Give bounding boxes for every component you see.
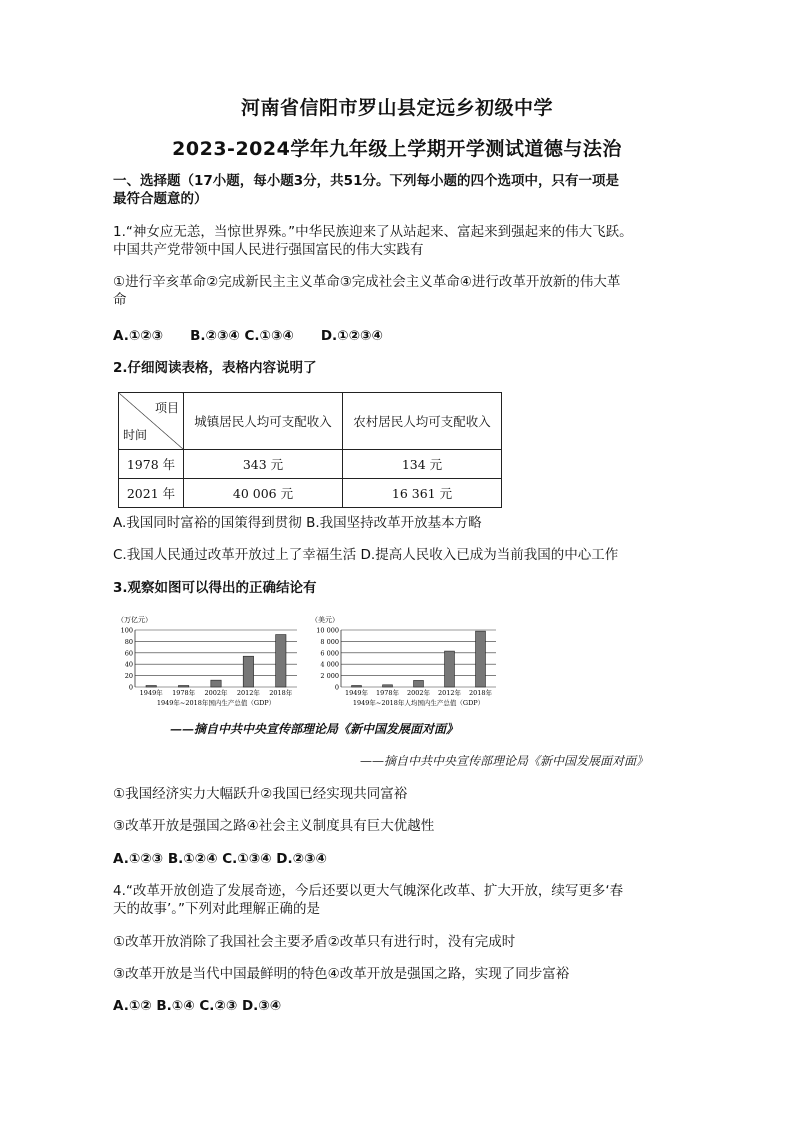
q3-items-line2: ③改革开放是强国之路④社会主义制度具有巨大优越性 (113, 818, 435, 834)
y-axis-unit-label: （美元） (311, 616, 339, 624)
school-title: 河南省信阳市罗山县定远乡初级中学 (240, 97, 553, 119)
table-row (119, 450, 502, 479)
x-tick-label: 2002年 (204, 689, 228, 697)
chart-source-caption-inner: ——摘自中共中央宣传部理论局《新中国发展面对面》 (170, 722, 459, 736)
row-rural: 134 元 (343, 450, 502, 479)
row-urban: 343 元 (184, 450, 343, 479)
x-tick-label: 1949年 (139, 689, 163, 697)
q1-options: A.①②③ B.②③④ C.①③④ D.①②③④ (113, 328, 383, 344)
q3-stem: 3.观察如图可以得出的正确结论有 (113, 580, 317, 596)
section-heading-line1: 一、选择题（17小题，每小题3分，共51分。下列每小题的四个选项中，只有一项是 (113, 173, 619, 189)
row-urban: 40 006 元 (184, 479, 343, 508)
table-header-urban: 城镇居民人均可支配收入 (184, 393, 343, 450)
gdp-per-capita-chart (307, 612, 502, 712)
y-axis-unit-label: （万亿元） (117, 616, 152, 624)
y-tick-label: 0 (128, 683, 133, 692)
row-year: 2021 年 (119, 479, 184, 508)
row-rural: 16 361 元 (343, 479, 502, 508)
q4-options: A.①② B.①④ C.②③ D.③④ (113, 998, 282, 1014)
y-tick-label: 4 000 (320, 660, 339, 669)
q2-options-cd: C.我国人民通过改革开放过上了幸福生活 D.提高人民收入已成为当前我国的中心工作 (113, 547, 619, 563)
table-header-rural: 农村居民人均可支配收入 (343, 393, 502, 450)
q4-stem-line1: 4.“改革开放创造了发展奇迹，今后还要以更大气魄深化改革、扩大开放，续写更多‘春 (113, 883, 624, 899)
row-year: 1978 年 (119, 450, 184, 479)
q4-stem-line2: 天的故事’。”下列对此理解正确的是 (113, 901, 321, 917)
bar (414, 680, 424, 687)
y-tick-label: 2 000 (320, 672, 339, 681)
x-tick-label: 2012年 (437, 689, 462, 697)
bar (243, 656, 253, 687)
y-tick-label: 80 (124, 637, 133, 646)
y-tick-label: 60 (124, 649, 133, 658)
x-tick-label: 2018年 (269, 689, 293, 697)
q1-items-line2: 命 (113, 292, 127, 308)
x-tick-label: 2002年 (406, 689, 431, 697)
bar (146, 686, 156, 688)
gdp-total-chart (113, 612, 303, 712)
bar (352, 686, 362, 688)
bar (211, 680, 221, 687)
corner-label-item: 项目 (154, 401, 179, 415)
x-tick-label: 2012年 (236, 689, 260, 697)
x-axis-label: 1949年~2018年人均国内生产总值（GDP） (352, 699, 485, 707)
q4-items-line1: ①改革开放消除了我国社会主要矛盾②改革只有进行时，没有完成时 (113, 934, 516, 950)
y-tick-label: 6 000 (320, 649, 339, 658)
q3-options: A.①②③ B.①②④ C.①③④ D.②③④ (113, 851, 327, 867)
bar (476, 631, 486, 687)
bar (445, 651, 455, 687)
table-corner-cell (119, 393, 184, 450)
q1-items-line1: ①进行辛亥革命②完成新民主主义革命③完成社会主义革命④进行改革开放新的伟大革 (113, 274, 621, 290)
q3-items-line1: ①我国经济实力大幅跃升②我国已经实现共同富裕 (113, 786, 408, 802)
income-table (118, 392, 502, 508)
y-tick-label: 100 (120, 626, 133, 635)
section-heading-line2: 最符合题意的） (113, 191, 208, 207)
y-tick-label: 0 (334, 683, 339, 692)
bar (178, 686, 188, 688)
corner-label-time: 时间 (123, 428, 148, 442)
q2-options-ab: A.我国同时富裕的国策得到贯彻 B.我国坚持改革开放基本方略 (113, 515, 482, 531)
x-tick-label: 1949年 (344, 689, 369, 697)
q2-stem: 2.仔细阅读表格，表格内容说明了 (113, 360, 317, 376)
exam-title: 2023-2024学年九年级上学期开学测试道德与法治 (172, 138, 622, 160)
table-row (119, 479, 502, 508)
q1-stem-line1: 1.“神女应无恙，当惊世界殊。”中华民族迎来了从站起来、富起来到强起来的伟大飞跃。 (113, 224, 633, 240)
q4-items-line2: ③改革开放是当代中国最鲜明的特色④改革开放是强国之路，实现了同步富裕 (113, 966, 570, 982)
y-tick-label: 20 (124, 672, 133, 681)
y-tick-label: 10 000 (316, 626, 339, 635)
q1-stem-line2: 中国共产党带领中国人民进行强国富民的伟大实践有 (113, 242, 424, 258)
bar (276, 635, 286, 687)
x-tick-label: 1978年 (172, 689, 196, 697)
bar (383, 685, 393, 687)
x-tick-label: 1978年 (375, 689, 400, 697)
x-axis-label: 1949年~2018年国内生产总值（GDP） (156, 699, 276, 707)
x-tick-label: 2018年 (468, 689, 493, 697)
y-tick-label: 8 000 (320, 637, 339, 646)
y-tick-label: 40 (124, 660, 133, 669)
chart-source-caption: ——摘自中共中央宣传部理论局《新中国发展面对面》 (360, 754, 649, 768)
